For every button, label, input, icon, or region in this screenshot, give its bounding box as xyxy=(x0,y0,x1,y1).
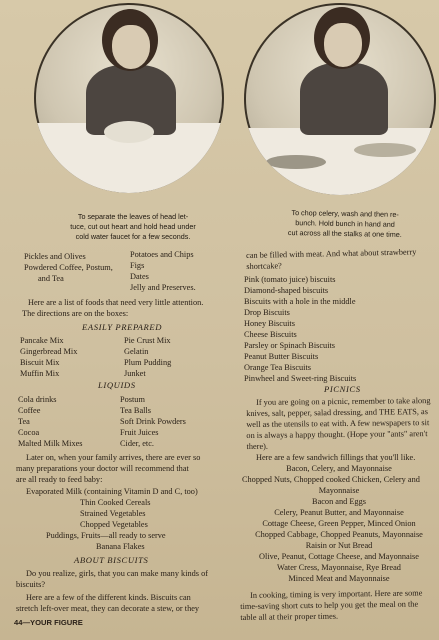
caption-line: To separate the leaves of head let- xyxy=(77,212,189,221)
list-item: Tea xyxy=(18,417,30,426)
text-line: biscuits? xyxy=(16,580,46,589)
list-item: Orange Tea Biscuits xyxy=(244,363,312,372)
list-item: Peanut Butter Biscuits xyxy=(244,352,319,361)
photo-celery xyxy=(244,3,436,195)
sandwich-fillings-list xyxy=(242,463,436,584)
text-line: Do you realize, girls, that you can make many kinds of xyxy=(26,569,209,578)
list-item: Bacon, Celery, and Mayonnaise xyxy=(286,464,392,473)
list-item: Malted Milk Mixes xyxy=(18,439,83,448)
list-item: Minced Meat and Mayonnaise xyxy=(288,574,390,583)
list-item: Biscuits with a hole in the middle xyxy=(244,297,356,306)
list-item: Pancake Mix xyxy=(20,336,64,345)
fillings-intro xyxy=(246,452,415,463)
list-item: Junket xyxy=(124,369,146,378)
list-item: Cheese Biscuits xyxy=(244,330,297,339)
list-item: Cola drinks xyxy=(18,395,57,404)
caption-line: bunch. Hold bunch in hand and xyxy=(295,218,395,229)
list-item: Chopped Cabbage, Chopped Peanuts, Mayonnaise xyxy=(255,530,423,539)
liquids-list-b xyxy=(120,394,186,449)
heading-liquids: LIQUIDS xyxy=(98,380,136,390)
heading-easily-prepared: EASILY PREPARED xyxy=(82,322,163,332)
biscuits-paragraph-2 xyxy=(16,592,199,614)
biscuit-types-list xyxy=(244,274,356,384)
list-item: Cider, etc. xyxy=(120,439,154,448)
list-item: Bacon and Eggs xyxy=(312,497,366,506)
list-item: Gingerbread Mix xyxy=(20,347,78,356)
list-item: and Tea xyxy=(38,274,64,283)
text-line: well as the utensils to eat with. A few newspapers to sit xyxy=(246,418,430,429)
biscuits-paragraph-1 xyxy=(16,568,208,590)
list-item: Water Cress, Mayonnaise, Rye Bread xyxy=(277,563,401,572)
text-line: there). xyxy=(246,441,268,451)
text-line: time-saving short cuts to help you get the meal on the xyxy=(240,599,419,611)
list-item: Muffin Mix xyxy=(20,369,60,378)
caption-line: cold water faucet for a few seconds. xyxy=(75,232,191,241)
list-item: Pickles and Olives xyxy=(24,252,86,261)
list-item: Olive, Peanut, Cottage Cheese, and Mayonnaise xyxy=(259,552,419,561)
list-item: Pink (tomato juice) biscuits xyxy=(244,275,336,284)
list-item: Cocoa xyxy=(18,428,40,437)
easily-list-b xyxy=(124,335,171,379)
text-line: many preparations your doctor will recommend that xyxy=(16,464,189,473)
caption-line: To chop celery, wash and then re- xyxy=(291,208,399,219)
list-item: Diamond-shaped biscuits xyxy=(244,286,329,295)
list-item: Coffee xyxy=(18,406,41,415)
list-item: Drop Biscuits xyxy=(244,308,290,317)
list-item: Fruit Juices xyxy=(120,428,159,437)
text-line: on is always a happy thought. (Hope your "ants" aren't xyxy=(246,429,428,440)
intro-paragraph xyxy=(22,297,232,319)
list-item: Thin Cooked Cereals xyxy=(80,498,151,507)
list-item: Honey Biscuits xyxy=(244,319,295,328)
text-line: In cooking, timing is very important. Here are some xyxy=(250,588,423,600)
list-item: Parsley or Spinach Biscuits xyxy=(244,341,336,350)
picnics-paragraph xyxy=(246,395,431,452)
list-item: Chopped Vegetables xyxy=(80,520,148,529)
text-line: knives, salt, pepper, salad dressing, and THE EATS, as xyxy=(246,407,429,418)
list-item: Strained Vegetables xyxy=(80,509,146,518)
text-line: Here are a few sandwich fillings that you'll like. xyxy=(256,453,416,462)
list-item: Raisin or Nut Bread xyxy=(305,541,373,550)
text-line: can be filled with meat. And what about strawberry xyxy=(246,247,417,260)
baby-list xyxy=(16,486,198,552)
list-item: Figs xyxy=(130,261,145,270)
list-item: Powdered Coffee, Postum, xyxy=(24,263,113,272)
list-item: Chopped Nuts, Chopped cooked Chicken, Celery and xyxy=(242,475,420,484)
list-item: Postum xyxy=(120,395,145,404)
text-line: are all ready to feed baby: xyxy=(16,475,103,484)
caption-right xyxy=(252,207,438,240)
photo-lettuce xyxy=(34,3,224,193)
caption-left xyxy=(38,212,228,242)
list-item: Celery, Peanut Butter, and Mayonnaise xyxy=(274,508,404,517)
list-item: Tea Balls xyxy=(120,406,151,415)
list-item: Plum Pudding xyxy=(124,358,172,367)
list-item: Pinwheel and Sweet-ring Biscuits xyxy=(244,374,357,383)
text-line: table all at their proper times. xyxy=(240,611,339,622)
heading-picnics: PICNICS xyxy=(324,384,361,394)
easily-list-a xyxy=(20,335,77,379)
list-item: Potatoes and Chips xyxy=(130,250,194,259)
text-line: If you are going on a picnic, remember to take along xyxy=(256,396,431,407)
list-item: Cottage Cheese, Green Pepper, Minced Onion xyxy=(262,519,416,528)
list-item: Pie Crust Mix xyxy=(124,336,171,345)
liquids-list-a xyxy=(18,394,83,449)
heading-about-biscuits: ABOUT BISCUITS xyxy=(74,555,149,565)
list-item: Dates xyxy=(130,272,149,281)
page-folio: 44—YOUR FIGURE xyxy=(14,618,83,627)
list-item: Puddings, Fruits—all ready to serve xyxy=(46,531,166,540)
list-item: Evaporated Milk (containing Vitamin D and C, too) xyxy=(26,487,198,496)
list-item: Gelatin xyxy=(124,347,149,356)
text-line: The directions are on the boxes: xyxy=(22,309,129,318)
list-item: Banana Flakes xyxy=(96,542,145,551)
list-item: Mayonnaise xyxy=(318,486,360,495)
baby-paragraph xyxy=(16,452,200,485)
food-list-1a xyxy=(24,251,113,284)
list-item: Biscuit Mix xyxy=(20,358,60,367)
caption-line: tuce, cut out heart and hold head under xyxy=(70,222,196,231)
continued-paragraph xyxy=(246,246,417,272)
text-line: Here are a few of the different kinds. Biscuits can xyxy=(26,593,191,602)
timing-paragraph xyxy=(240,587,423,623)
list-item: Jelly and Preserves. xyxy=(130,283,196,292)
text-line: stretch left-over meat, they can decorate a stew, or they xyxy=(16,604,200,613)
caption-line: cut across all the stalks at one time. xyxy=(287,228,402,239)
text-line: shortcake? xyxy=(246,261,282,271)
text-line: Later on, when your family arrives, there are ever so xyxy=(26,453,201,462)
food-list-1b xyxy=(130,249,196,293)
text-line: Here are a list of foods that need very little attention. xyxy=(28,298,204,307)
list-item: Soft Drink Powders xyxy=(120,417,186,426)
